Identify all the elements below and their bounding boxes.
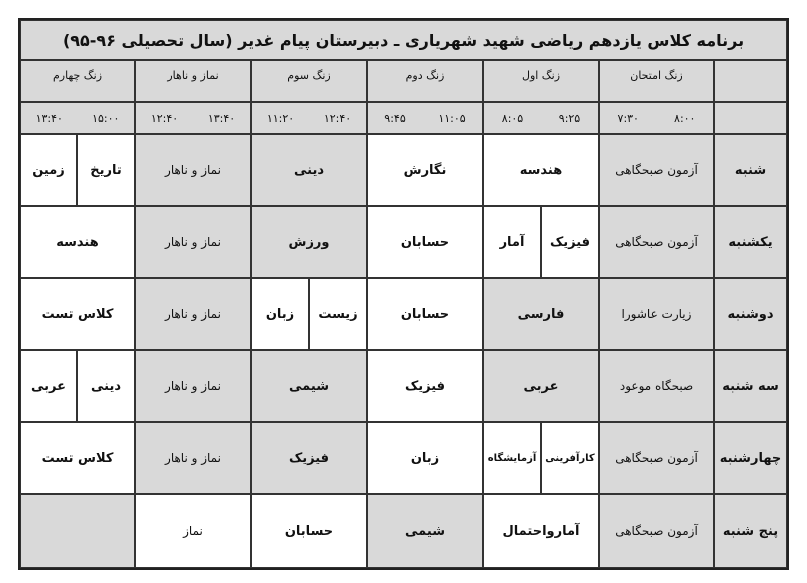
day-label: چهارشنبه <box>714 422 787 494</box>
fourth-period-cell: هندسه <box>20 206 135 278</box>
prayer-cell: نماز و ناهار <box>135 278 251 350</box>
first-period-cell: هندسه <box>483 134 599 206</box>
time-second <box>367 102 483 134</box>
second-period-cell: زبان <box>367 422 483 494</box>
time-fourth <box>20 102 135 134</box>
header-exam: زنگ امتحان <box>599 60 714 102</box>
header-fourth: زنگ چهارم <box>20 60 135 102</box>
header-first: زنگ اول <box>483 60 599 102</box>
day-label: پنج شنبه <box>714 494 787 568</box>
first-period-cell: فارسی <box>483 278 599 350</box>
fourth-period-cell <box>20 494 135 568</box>
schedule-sheet <box>18 18 789 570</box>
time-exam <box>599 102 714 134</box>
time-third-start: ۱۱:۲۰ <box>266 111 295 125</box>
third-period-cell: ورزش <box>251 206 367 278</box>
header-second: زنگ دوم <box>367 60 483 102</box>
prayer-cell: نماز و ناهار <box>135 206 251 278</box>
schedule-title: برنامه کلاس یازدهم ریاضی شهید شهریاری ـ دبیرستان پیام غدیر (سال تحصیلی ۹۶-۹۵) <box>20 20 787 60</box>
time-prayer <box>135 102 251 134</box>
third-period-cell: فیزیک <box>251 422 367 494</box>
time-third-end: ۱۲:۴۰ <box>323 111 352 125</box>
second-period-cell: نگارش <box>367 134 483 206</box>
time-corner <box>714 102 787 134</box>
third-period-cell: دینی <box>251 134 367 206</box>
time-exam-end: ۸:۰۰ <box>674 111 696 125</box>
fourth-period-cell-b: عربی <box>20 350 77 422</box>
exam-cell: آزمون صبحگاهی <box>599 134 714 206</box>
third-period-cell-b: زبان <box>251 278 309 350</box>
exam-cell: صبحگاه موعود <box>599 350 714 422</box>
time-first-end: ۹:۲۵ <box>558 111 581 125</box>
time-prayer-end: ۱۳:۴۰ <box>207 111 236 125</box>
third-period-cell: حسابان <box>251 494 367 568</box>
header-third: زنگ سوم <box>251 60 367 102</box>
fourth-period-cell-a: تاریخ <box>77 134 135 206</box>
time-first-start: ۸:۰۵ <box>501 111 524 125</box>
prayer-cell: نماز و ناهار <box>135 422 251 494</box>
fourth-period-cell: کلاس تست <box>20 422 135 494</box>
header-corner <box>714 60 787 102</box>
prayer-cell: نماز و ناهار <box>135 350 251 422</box>
exam-cell: آزمون صبحگاهی <box>599 494 714 568</box>
second-period-cell: حسابان <box>367 206 483 278</box>
time-second-start: ۹:۴۵ <box>384 111 406 125</box>
time-third <box>251 102 367 134</box>
time-second-end: ۱۱:۰۵ <box>438 111 466 125</box>
fourth-period-cell: کلاس تست <box>20 278 135 350</box>
first-period-cell-b: آزمایشگاه <box>483 422 541 494</box>
fourth-period-cell-a: دینی <box>77 350 135 422</box>
header-prayer: نماز و ناهار <box>135 60 251 102</box>
first-period-cell: آمارواحتمال <box>483 494 599 568</box>
day-label: سه شنبه <box>714 350 787 422</box>
time-prayer-start: ۱۲:۴۰ <box>150 111 179 125</box>
day-label: یکشنبه <box>714 206 787 278</box>
exam-cell: آزمون صبحگاهی <box>599 422 714 494</box>
first-period-cell-a: کارآفرینی <box>541 422 599 494</box>
second-period-cell: فیزیک <box>367 350 483 422</box>
time-first <box>483 102 599 134</box>
exam-cell: آزمون صبحگاهی <box>599 206 714 278</box>
second-period-cell: حسابان <box>367 278 483 350</box>
time-exam-start: ۷:۳۰ <box>617 111 639 125</box>
first-period-cell-b: آمار <box>483 206 541 278</box>
fourth-period-cell-b: زمین <box>20 134 77 206</box>
first-period-cell: عربی <box>483 350 599 422</box>
day-label: شنبه <box>714 134 787 206</box>
third-period-cell-a: زیست <box>309 278 367 350</box>
second-period-cell: شیمی <box>367 494 483 568</box>
prayer-cell: نماز و ناهار <box>135 134 251 206</box>
third-period-cell: شیمی <box>251 350 367 422</box>
time-fourth-end: ۱۵:۰۰ <box>92 111 120 125</box>
first-period-cell-a: فیزیک <box>541 206 599 278</box>
exam-cell: زیارت عاشورا <box>599 278 714 350</box>
prayer-cell: نماز <box>135 494 251 568</box>
day-label: دوشنبه <box>714 278 787 350</box>
time-fourth-start: ۱۳:۴۰ <box>35 111 63 125</box>
